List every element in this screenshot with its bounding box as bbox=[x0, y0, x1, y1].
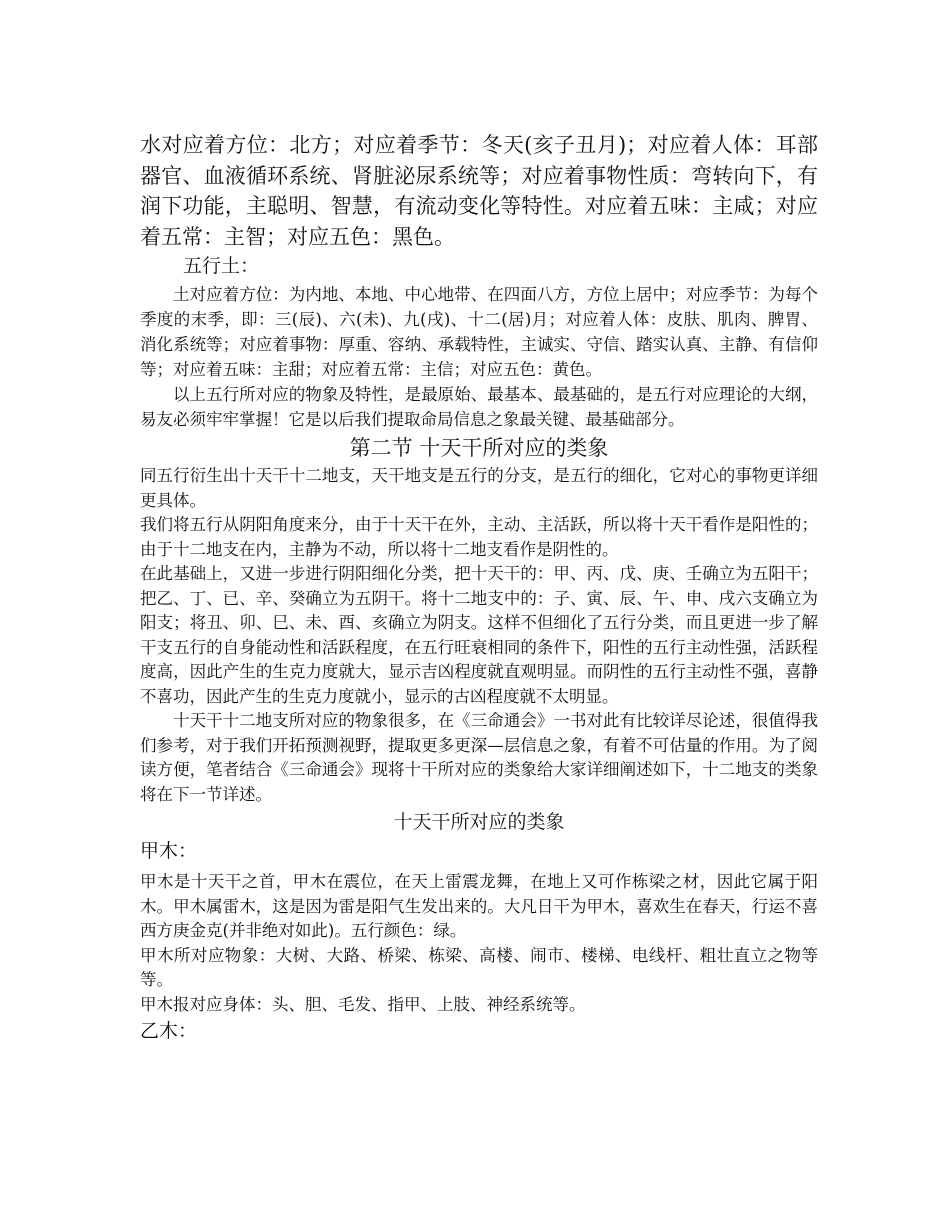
yimu-label: 乙木： bbox=[140, 1020, 198, 1042]
section-title: 第二节 十天干所对应的类象 bbox=[349, 436, 609, 460]
document-page bbox=[140, 130, 818, 1046]
intro-paragraph-3: 在此基础上，又进一步进行阴阳细化分类，把十天干的：甲、丙、戊、庚、壬确立为五阳干；把乙、丁、已、辛、癸确立为五阴干。将十二地支中的：子、寅、辰、午、申、戌六支确立为阳支；将丑、卯、巳、未、酉、亥确立为阴支。这样不但细化了五行分类，而且更进一步了解干支五行的自身能动性和活跃程度，在五行旺衰相同的条件下，阳性的五行主动性强，活跃程度高，因此产生的生克力度就大，显示吉凶程度就直观明显。而阴性的五行主动性不强，喜静不喜功，因此产生的生克力度就小，显示的古凶程度就不太明显。 bbox=[140, 564, 818, 706]
jiamu-paragraph-1: 甲木是十天干之首，甲木在震位，在天上雷震龙舞，在地上又可作栋梁之材，因此它属于阳木。甲木属雷木，这是因为雷是阳气生发出来的。大凡日干为甲木，喜欢生在春天，行运不喜西方庚金克(并非绝对如此)。五行颜色：绿。 bbox=[140, 872, 818, 940]
summary-paragraph: 以上五行所对应的物象及特性，是最原始、最基本、最基础的，是五行对应理论的大纲，易友必须牢牢掌握！它是以后我们提取命局信息之象最关键、最基础部分。 bbox=[140, 385, 818, 429]
earth-label: 五行土： bbox=[183, 255, 260, 277]
jiamu-paragraph-3: 甲木报对应身体：头、胆、毛发、指甲、上肢、神经系统等。 bbox=[140, 994, 586, 1014]
jiamu-label: 甲木： bbox=[140, 840, 198, 862]
water-paragraph: 水对应着方位：北方；对应着季节：冬天(亥子丑月)；对应着人体：耳部器官、血液循环系统、肾脏泌尿系统等；对应着事物性质：弯转向下，有润下功能，主聪明、智慧，有流动变化等特性。对应着五味：主咸；对应着五常：主智；对应五色：黑色。 bbox=[140, 133, 818, 249]
intro-paragraph-1: 同五行衍生出十天干十二地支，天干地支是五行的分支，是五行的细化，它对心的事物更详细更具体。 bbox=[140, 466, 818, 510]
intro-paragraph-2: 我们将五行从阴阳角度来分，由于十天干在外，主动、主活跃，所以将十天干看作是阳性的；由于十二地支在内，主静为不动，所以将十二地支看作是阴性的。 bbox=[140, 515, 818, 559]
jiamu-paragraph-2: 甲木所对应物象：大树、大路、桥梁、栋梁、高楼、闹市、楼梯、电线杆、粗壮直立之物等等。 bbox=[140, 945, 818, 989]
intro-paragraph-4: 十天干十二地支所对应的物象很多，在《三命通会》一书对此有比较详尽论述，很值得我们参考，对于我们开拓预测视野，提取更多更深—层信息之象，有着不可估量的作用。为了阅读方便，笔者结合《三命通会》现将十干所对应的类象给大家详细阐述如下，十二地支的类象将在下一节详述。 bbox=[140, 711, 818, 804]
subsection-title: 十天干所对应的类象 bbox=[393, 811, 565, 833]
earth-paragraph: 土对应着方位：为内地、本地、中心地带、在四面八方，方位上居中；对应季节：为每个季度的末季，即：三(辰)、六(未)、九(戌)、十二(居)月；对应着人体：皮肤、肌肉、脾胃、消化系统等；对应着事物：厚重、容纳、承载特性，主诚实、守信、踏实认真、主静、有信仰等；对应着五味：主甜；对应着五常：主信；对应五色：黄色。 bbox=[140, 285, 818, 379]
